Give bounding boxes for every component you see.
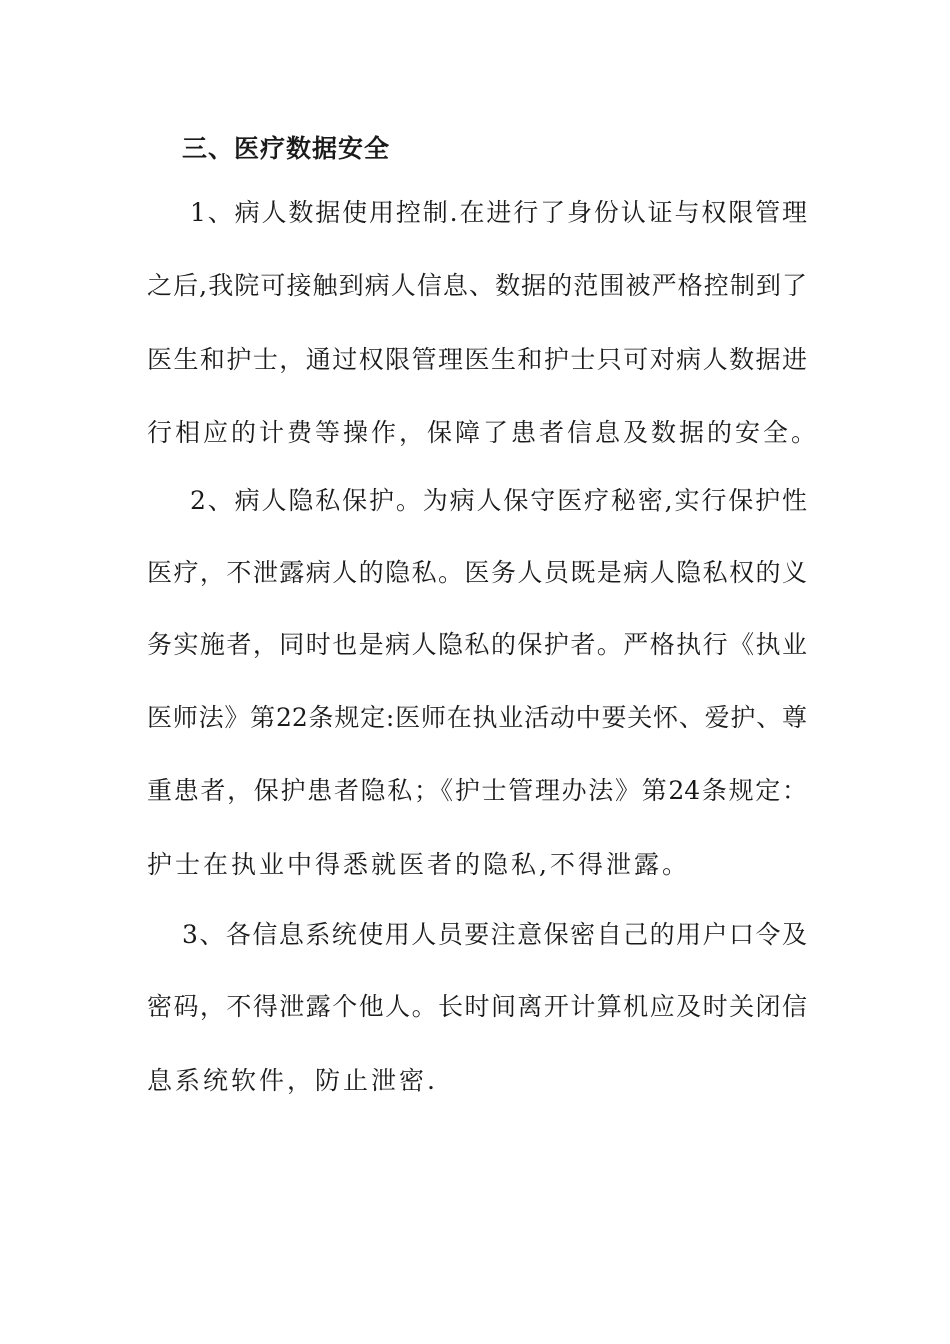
paragraph-2-line-3: 务实施者，同时也是病人隐私的保护者。严格执行《执业 (147, 630, 807, 659)
paragraph-3-line-1: 3、各信息系统使用人员要注意保密自己的用户口令及 (182, 920, 807, 949)
paragraph-2-line-1: 2、病人隐私保护。为病人保守医疗秘密,实行保护性 (190, 486, 807, 515)
paragraph-2-line-2: 医疗，不泄露病人的隐私。医务人员既是病人隐私权的义 (147, 558, 807, 587)
paragraph-1-line-4: 行相应的计费等操作，保障了患者信息及数据的安全。 (147, 418, 820, 447)
paragraph-3-line-2: 密码，不得泄露个他人。长时间离开计算机应及时关闭信 (147, 992, 807, 1021)
paragraph-1-line-3: 医生和护士，通过权限管理医生和护士只可对病人数据进 (147, 345, 807, 374)
paragraph-2-line-6: 护士在执业中得悉就医者的隐私,不得泄露。 (147, 850, 690, 879)
paragraph-2-line-4: 医师法》第22条规定:医师在执业活动中要关怀、爱护、尊 (147, 703, 807, 732)
paragraph-3-line-3: 息系统软件，防止泄密. (147, 1066, 438, 1095)
section-heading: 三、医疗数据安全 (182, 134, 391, 163)
paragraph-1-line-1: 1、病人数据使用控制.在进行了身份认证与权限管理 (190, 198, 807, 227)
paragraph-1-line-2: 之后,我院可接触到病人信息、数据的范围被严格控制到了 (147, 271, 807, 300)
paragraph-2-line-5: 重患者，保护患者隐私；《护士管理办法》第24条规定： (147, 776, 807, 805)
